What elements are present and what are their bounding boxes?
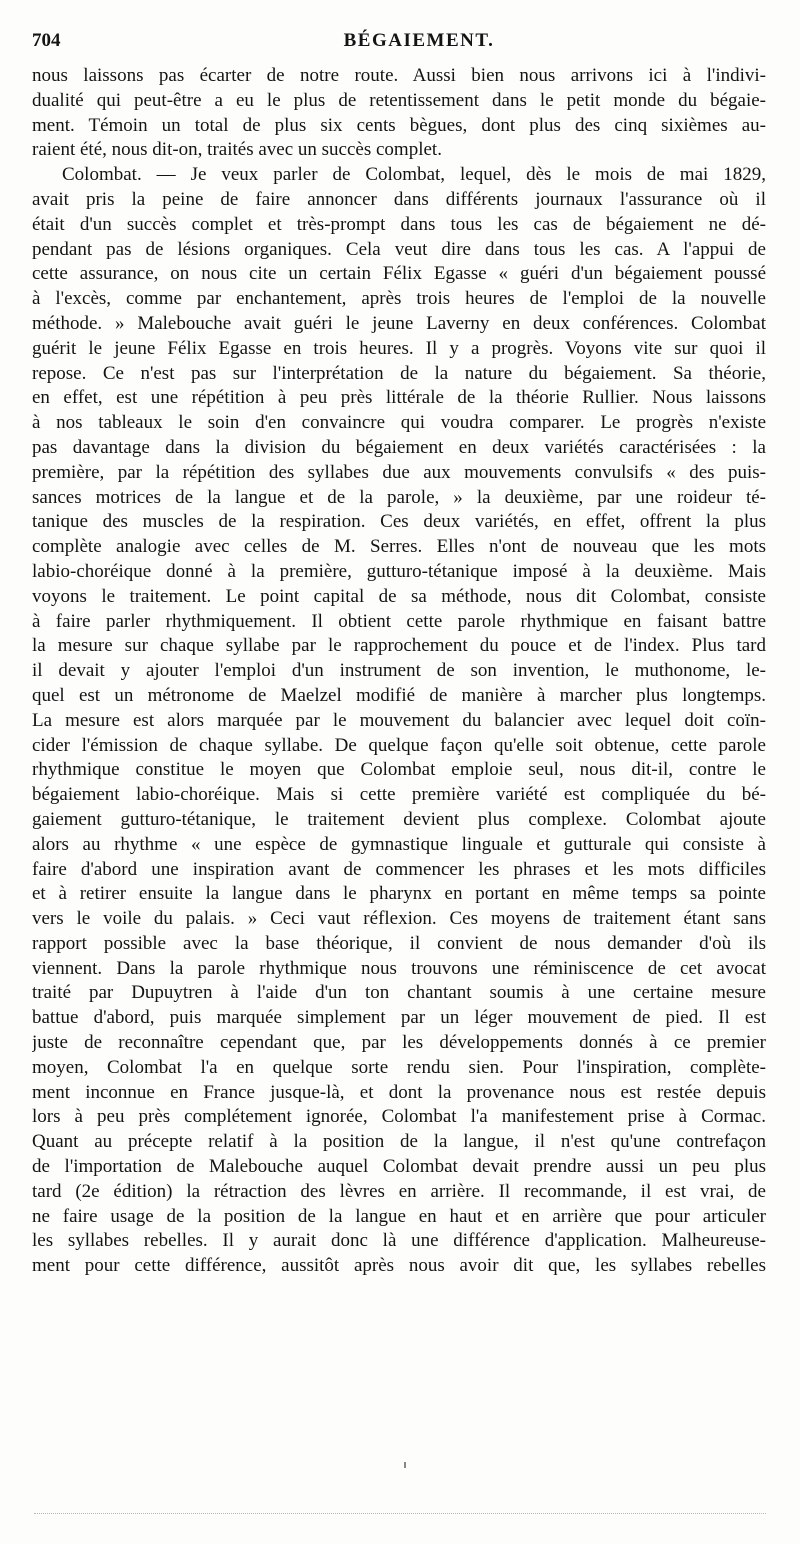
footer-rule <box>34 1513 766 1514</box>
text-line: vers le voile du palais. » Ceci vaut réflexion. Ces moyens de traitement étant sans <box>32 908 766 930</box>
page-speck <box>404 1462 406 1468</box>
text-line: était d'un succès complet et très-prompt dans tous les cas de bégaiement ne dé- <box>32 213 766 235</box>
text-line: battue d'abord, puis marquée simplement par un léger mouvement de pied. Il est <box>32 1007 766 1029</box>
text-line: Colombat. — Je veux parler de Colombat, lequel, dès le mois de mai 1829, <box>62 164 766 186</box>
text-line: voyons le traitement. Le point capital de sa méthode, nous dit Colombat, consiste <box>32 585 766 607</box>
text-line: ment pour cette différence, aussitôt après nous avoir dit que, les syllabes rebelles <box>32 1255 766 1277</box>
text-line: méthode. » Malebouche avait guéri le jeune Laverny en deux conférences. Colombat <box>32 312 766 334</box>
text-line: labio-choréique donné à la première, gutturo-tétanique imposé à la deuxième. Mais <box>32 560 766 582</box>
text-line: sances motrices de la langue et de la parole, » la deuxième, par une roideur té- <box>32 486 766 508</box>
text-line: avait pris la peine de faire annoncer dans différents journaux l'assurance où il <box>32 188 766 210</box>
text-line: rhythmique constitue le moyen que Colombat emploie seul, nous dit-il, contre le <box>32 759 766 781</box>
text-line: la mesure sur chaque syllabe par le rapprochement du pouce et de l'index. Plus tard <box>32 635 766 657</box>
text-line: tard (2e édition) la rétraction des lèvres en arrière. Il recommande, il est vrai, de <box>32 1180 766 1202</box>
text-line: viennent. Dans la parole rhythmique nous trouvons une réminiscence de cet avocat <box>32 957 766 979</box>
text-line: pendant pas de lésions organiques. Cela veut dire dans tous les cas. A l'appui de <box>32 238 766 260</box>
text-line: guérit le jeune Félix Egasse en trois heures. Il y a progrès. Voyons vite sur quoi il <box>32 337 766 359</box>
text-line: lors à peu près complétement ignorée, Colombat l'a manifestement prise à Cormac. <box>32 1106 766 1128</box>
text-line: et à retirer ensuite la langue dans le pharynx en portant en même temps sa pointe <box>32 883 766 905</box>
text-line: Quant au précepte relatif à la position de la langue, il n'est qu'une contrefaçon <box>32 1131 766 1153</box>
text-line: faire d'abord une inspiration avant de commencer les phrases et les mots difficiles <box>32 858 766 880</box>
text-line: de l'importation de Malebouche auquel Colombat devait prendre aussi un peu plus <box>32 1156 766 1178</box>
text-line <box>32 1279 766 1304</box>
text-line: en effet, est une répétition à peu près littérale de la théorie Rullier. Nous laissons <box>32 387 766 409</box>
text-line: les syllabes rebelles. Il y aurait donc là une différence d'application. Malheureuse- <box>32 1230 766 1252</box>
text-line: première, par la répétition des syllabes due aux mouvements convulsifs « des puis- <box>32 461 766 483</box>
text-line: bégaiement labio-choréique. Mais si cette première variété est compliquée du bé- <box>32 784 766 806</box>
text-line: juste de reconnaître cependant que, par les développements donnés à ce premier <box>32 1032 766 1054</box>
text-line: ne faire usage de la position de la langue en haut et en arrière que pour articuler <box>32 1205 766 1227</box>
text-line: quel est un métronome de Maelzel modifié de manière à marcher plus longtemps. <box>32 684 766 706</box>
page-header <box>32 30 766 60</box>
page-number: 704 <box>32 30 61 51</box>
text-line: gaiement gutturo-tétanique, le traitement devient plus complexe. Colombat ajoute <box>32 808 766 830</box>
text-line: alors au rhythme « une espèce de gymnastique linguale et gutturale qui consiste à <box>32 833 766 855</box>
text-line: pas davantage dans la division du bégaiement en deux variétés caractérisées : la <box>32 436 766 458</box>
text-line: rapport possible avec la base théorique, il convient de nous demander d'où ils <box>32 932 766 954</box>
running-title: BÉGAIEMENT. <box>343 30 495 51</box>
text-line: repose. Ce n'est pas sur l'interprétation de la nature du bégaiement. Sa théorie, <box>32 362 766 384</box>
text-line: traité par Dupuytren à l'aide d'un ton chantant soumis à une certaine mesure <box>32 982 766 1004</box>
text-line: nous laissons pas écarter de notre route. Aussi bien nous arrivons ici à l'indivi- <box>32 65 766 86</box>
text-line: il devait y ajouter l'emploi d'un instrument de son invention, le muthonome, le- <box>32 660 766 682</box>
text-line: cider l'émission de chaque syllabe. De quelque façon qu'elle soit obtenue, cette parole <box>32 734 766 756</box>
text-line: ment inconnue en France jusque-là, et dont la provenance nous est restée depuis <box>32 1081 766 1103</box>
body-text <box>32 64 766 1304</box>
text-line: tanique des muscles de la respiration. Ces deux variétés, en effet, offrent la plus <box>32 511 766 533</box>
text-line: ment. Témoin un total de plus six cents bègues, dont plus des cinq sixièmes au- <box>32 114 766 136</box>
text-line: moyen, Colombat l'a en quelque sorte rendu sien. Pour l'inspiration, complète- <box>32 1056 766 1078</box>
text-line: à l'excès, comme par enchantement, après trois heures de l'emploi de la nouvelle <box>32 288 766 310</box>
text-line: complète analogie avec celles de M. Serres. Elles n'ont de nouveau que les mots <box>32 536 766 558</box>
text-line: dualité qui peut-être a eu le plus de retentissement dans le petit monde du bégaie- <box>32 89 766 111</box>
text-line: La mesure est alors marquée par le mouvement du balancier avec lequel doit coïn- <box>32 709 766 731</box>
text-line: cette assurance, on nous cite un certain Félix Egasse « guéri d'un bégaiement poussé <box>32 263 766 285</box>
text-line: à nos tableaux le soin d'en convaincre qui voudra comparer. Le progrès n'existe <box>32 412 766 434</box>
text-line: à faire parler rhythmiquement. Il obtient cette parole rhythmique en faisant battre <box>32 610 766 632</box>
text-line: raient été, nous dit-on, traités avec un succès complet. <box>32 139 442 161</box>
